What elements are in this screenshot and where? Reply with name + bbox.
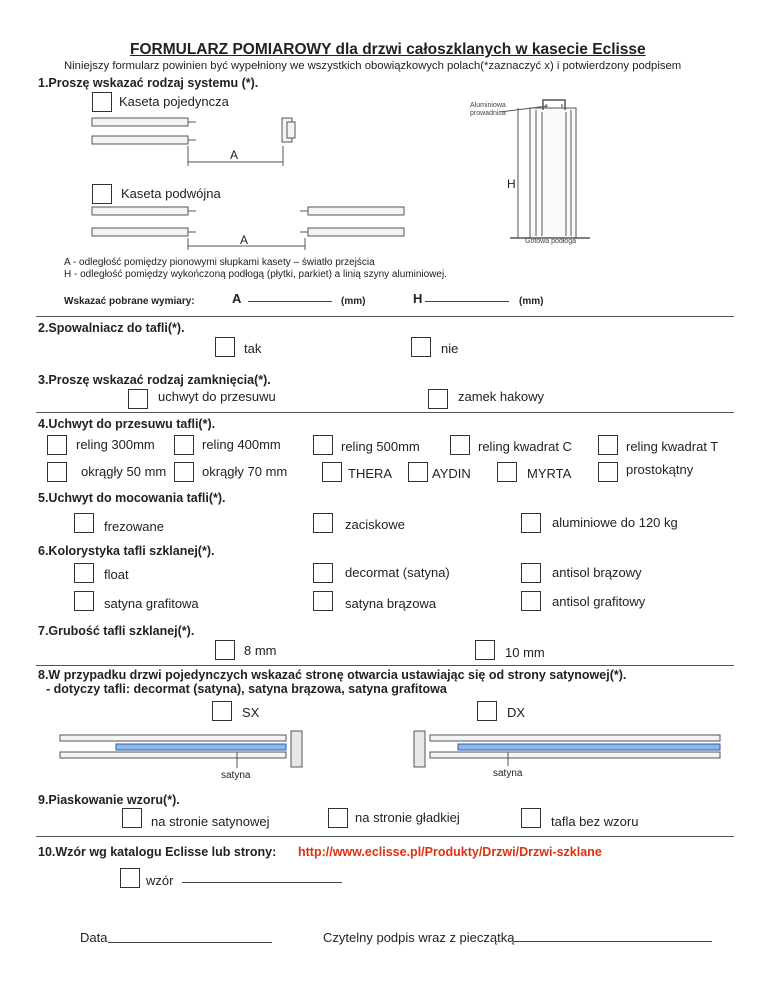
- section-4-heading: 4.Uchwyt do przesuwu tafli(*).: [38, 417, 216, 431]
- section-2-heading: 2.Spowalniacz do tafli(*).: [38, 321, 185, 335]
- close-handle-label: uchwyt do przesuwu: [158, 389, 276, 404]
- dimension-a-label-single: A: [230, 148, 239, 162]
- satin-bronze-label: satyna brązowa: [345, 596, 437, 611]
- section-3-heading: 3.Proszę wskazać rodzaj zamknięcia(*).: [38, 373, 271, 387]
- decormat-label: decormat (satyna): [345, 565, 450, 580]
- note-h: H - odległość pomiędzy wykończoną podłogą (płytki, parkiet) a linią szyny aluminiowej.: [64, 269, 447, 280]
- section-7-heading: 7.Grubość tafli szklanej(*).: [38, 624, 195, 638]
- thickness-10-label: 10 mm: [505, 645, 545, 660]
- reling-400-label: reling 400mm: [202, 437, 281, 452]
- aluminium-120-label: aluminiowe do 120 kg: [552, 515, 678, 530]
- satyna-label-dx: satyna: [493, 768, 523, 779]
- note-a: A - odległość pomiędzy pionowymi słupkami kasety – światło przejścia: [64, 257, 375, 268]
- alu-guide-label-1: Aluminiowa: [470, 102, 506, 109]
- section-6-heading: 6.Kolorystyka tafli szklanej(*).: [38, 544, 215, 558]
- alu-guide-label-2: prowadnica: [470, 110, 506, 117]
- dims-a-unit: (mm): [341, 296, 366, 307]
- sx-label: SX: [242, 705, 260, 720]
- thickness-8-label: 8 mm: [244, 643, 277, 658]
- dimension-h-label: H: [507, 177, 516, 191]
- floor-label: Gotowa podłoga: [525, 238, 576, 245]
- round-70-label: okrągły 70 mm: [202, 464, 288, 479]
- slowdown-yes-label: tak: [244, 341, 262, 356]
- section-8-heading: 8.W przypadku drzwi pojedynczych wskazać stronę otwarcia ustawiając się od strony satynowej(*).: [38, 668, 627, 682]
- thera-label: THERA: [348, 466, 393, 481]
- sand-smooth-label: na stronie gładkiej: [355, 810, 460, 825]
- antisol-graphite-label: antisol grafitowy: [552, 594, 646, 609]
- reling-500-label: reling 500mm: [341, 439, 420, 454]
- checkbox-no-pattern[interactable]: [521, 808, 541, 828]
- aydin-label: AYDIN: [432, 466, 471, 481]
- section-10-heading: 10.Wzór wg katalogu Eclisse lub strony:: [38, 845, 277, 859]
- sand-satin-label: na stronie satynowej: [151, 814, 270, 829]
- section-5-heading: 5.Uchwyt do mocowania tafli(*).: [38, 491, 226, 505]
- round-50-label: okrągły 50 mm: [81, 464, 167, 479]
- antisol-bronze-label: antisol brązowy: [552, 565, 642, 580]
- section-8-sub: - dotyczy tafli: decormat (satyna), satyna brązowa, satyna grafitowa: [46, 682, 447, 696]
- reling-kwadrat-t-label: reling kwadrat T: [626, 439, 719, 454]
- catalog-link[interactable]: http://www.eclisse.pl/Produkty/Drzwi/Drzwi-szklane: [298, 845, 602, 859]
- milled-label: frezowane: [104, 519, 164, 534]
- divider-4: [36, 836, 734, 837]
- dims-h-unit: (mm): [519, 296, 544, 307]
- dims-label: Wskazać pobrane wymiary:: [64, 296, 195, 307]
- satin-graphite-label: satyna grafitowa: [104, 596, 199, 611]
- glass-panel-sx: [116, 744, 286, 750]
- checkbox-pattern[interactable]: [120, 868, 140, 888]
- dims-h-letter: H: [413, 291, 423, 306]
- checkbox-sand-smooth[interactable]: [328, 808, 348, 828]
- prostokatny-label: prostokątny: [626, 462, 694, 477]
- clamp-label: zaciskowe: [345, 517, 405, 532]
- float-label: float: [104, 567, 129, 582]
- reling-300-label: reling 300mm: [76, 437, 155, 452]
- close-hook-lock-label: zamek hakowy: [458, 389, 544, 404]
- section-9-heading: 9.Piaskowanie wzoru(*).: [38, 793, 180, 807]
- checkbox-sand-satin[interactable]: [122, 808, 142, 828]
- no-pattern-label: tafla bez wzoru: [551, 814, 639, 829]
- section-1-heading: 1.Proszę wskazać rodzaj systemu (*).: [38, 76, 259, 90]
- page-title: FORMULARZ POMIAROWY dla drzwi całoszklanych w kasecie Eclisse: [130, 41, 646, 58]
- dims-a-letter: A: [232, 291, 242, 306]
- glass-panel-dx: [458, 744, 720, 750]
- slowdown-no-label: nie: [441, 341, 459, 356]
- double-cassette-label: Kaseta podwójna: [121, 186, 221, 201]
- date-field[interactable]: [108, 942, 272, 943]
- signature-label: Czytelny podpis wraz z pieczątką: [323, 930, 515, 945]
- page-subtitle: Niniejszy formularz powinien być wypełniony we wszystkich obowiązkowych polach(*zaznaczyć x) i potwierdzony podpisem: [64, 60, 682, 72]
- pattern-field[interactable]: [182, 882, 342, 883]
- single-cassette-label: Kaseta pojedyncza: [119, 94, 229, 109]
- date-label: Data: [80, 930, 108, 945]
- dx-label: DX: [507, 705, 526, 720]
- satyna-label-sx: satyna: [221, 770, 251, 781]
- dimension-a-label-double: A: [240, 233, 249, 247]
- signature-field[interactable]: [514, 941, 712, 942]
- reling-kwadrat-c-label: reling kwadrat C: [478, 439, 572, 454]
- myrta-label: MYRTA: [527, 466, 572, 481]
- pattern-label: wzór: [146, 873, 174, 888]
